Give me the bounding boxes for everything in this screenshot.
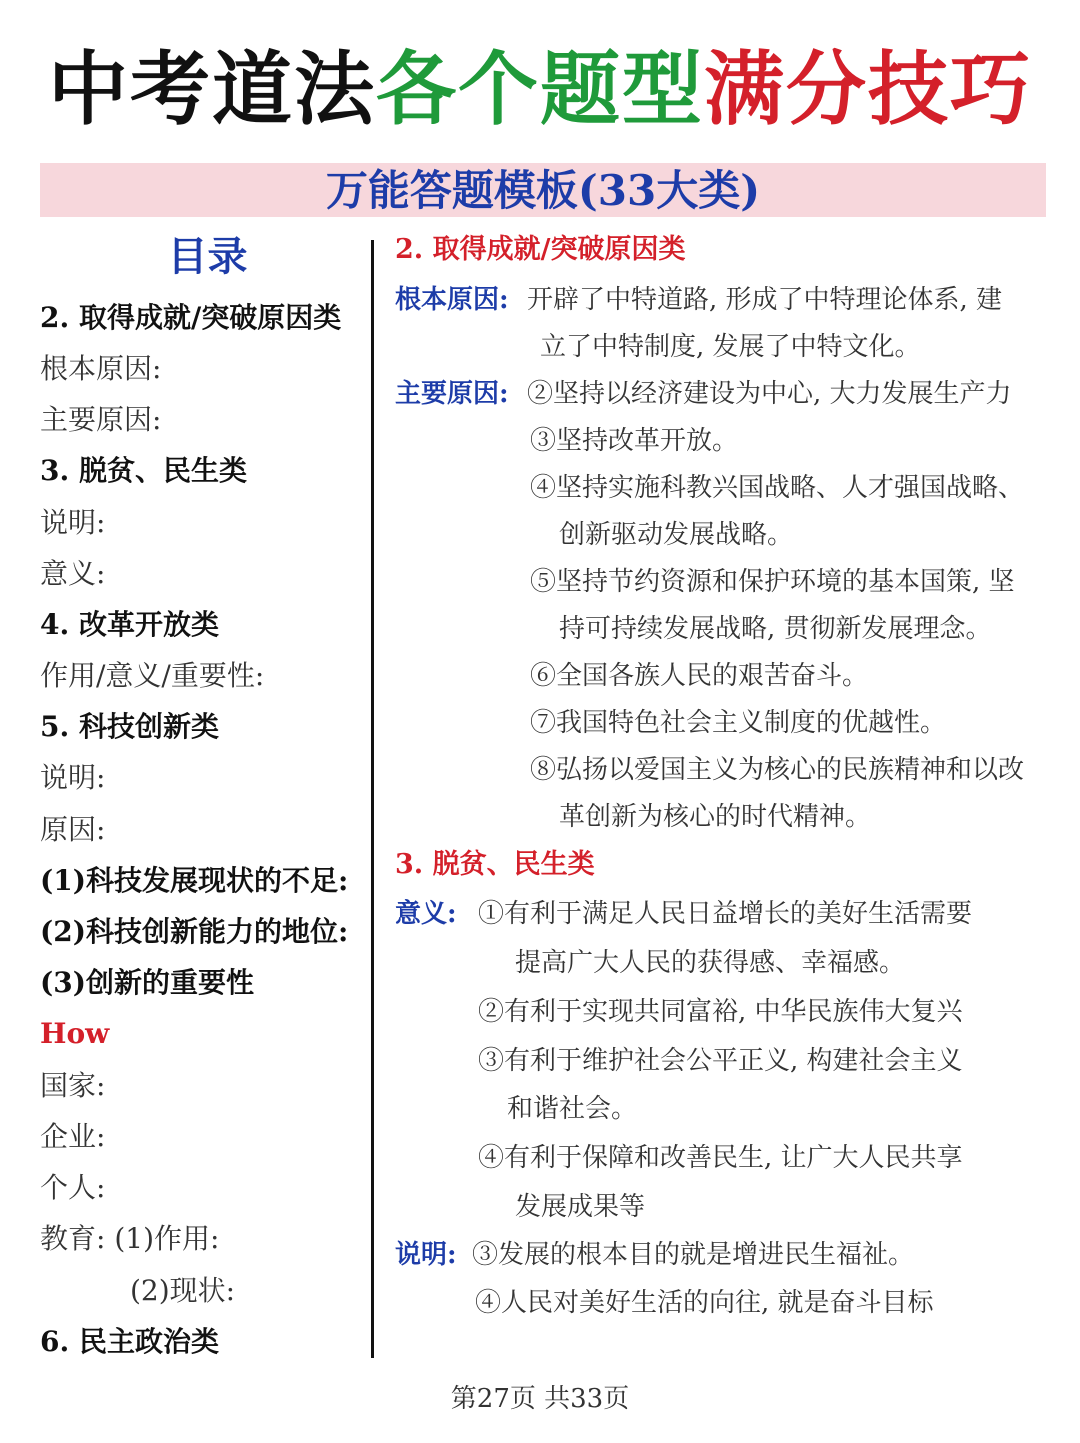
meaning-line: 和谐社会。 bbox=[507, 1094, 638, 1124]
toc-item: 2. 取得成就/突破原因类 bbox=[40, 301, 342, 334]
toc-item: 个人: bbox=[40, 1171, 106, 1204]
section-3-heading: 3. 脱贫、民生类 bbox=[395, 849, 595, 880]
main-reason-line: 持可持续发展战略, 贯彻新发展理念。 bbox=[559, 614, 992, 644]
toc-item: 3. 脱贫、民生类 bbox=[40, 454, 247, 487]
main-reason-line: ④坚持实施科教兴国战略、人才强国战略、 bbox=[530, 473, 1025, 503]
toc-item: 作用/意义/重要性: bbox=[40, 659, 265, 692]
toc-item: (3)创新的重要性 bbox=[40, 966, 254, 999]
title-part-1: 中考道法 bbox=[48, 43, 376, 136]
toc-item: 4. 改革开放类 bbox=[40, 608, 219, 641]
main-reason-line: ③坚持改革开放。 bbox=[530, 426, 739, 456]
main-reason-label: 主要原因: bbox=[395, 379, 509, 409]
main-reason-line: ⑧弘扬以爱国主义为核心的民族精神和以改 bbox=[530, 755, 1025, 785]
toc-item: 5. 科技创新类 bbox=[40, 710, 219, 743]
page-number: 第27页 共33页 bbox=[450, 1384, 630, 1414]
explain-label: 说明: bbox=[395, 1240, 457, 1270]
root-reason-label: 根本原因: bbox=[395, 285, 509, 315]
page-title bbox=[0, 40, 1080, 140]
column-divider bbox=[371, 240, 374, 1358]
toc-item: (2)现状: bbox=[130, 1274, 236, 1307]
title-part-3: 满分技巧 bbox=[704, 43, 1032, 136]
toc-item: 根本原因: bbox=[40, 352, 162, 385]
main-reason-line: ⑥全国各族人民的艰苦奋斗。 bbox=[530, 661, 869, 691]
main-reason-line: 革创新为核心的时代精神。 bbox=[559, 802, 872, 832]
toc-item: 企业: bbox=[40, 1120, 106, 1153]
explain-line: ④人民对美好生活的向往, 就是奋斗目标 bbox=[475, 1288, 934, 1318]
section-2-heading: 2. 取得成就/突破原因类 bbox=[395, 234, 686, 265]
toc-item: (2)科技创新能力的地位: bbox=[40, 915, 349, 948]
toc-item: 主要原因: bbox=[40, 403, 162, 436]
toc-item: 原因: bbox=[40, 813, 106, 846]
toc-title: 目录 bbox=[167, 234, 248, 280]
meaning-line: ②有利于实现共同富裕, 中华民族伟大复兴 bbox=[478, 997, 963, 1027]
toc-item: (1)科技发展现状的不足: bbox=[40, 864, 349, 897]
meaning-line: ①有利于满足人民日益增长的美好生活需要 bbox=[478, 899, 973, 929]
subtitle: 万能答题模板(33大类) bbox=[325, 166, 761, 215]
main-reason-line: ⑦我国特色社会主义制度的优越性。 bbox=[530, 708, 947, 738]
meaning-line: 提高广大人民的获得感、幸福感。 bbox=[515, 948, 906, 978]
toc-item: 说明: bbox=[40, 506, 106, 539]
main-reason-line: ②坚持以经济建设为中心, 大力发展生产力 bbox=[527, 379, 1012, 409]
main-reason-line: 创新驱动发展战略。 bbox=[559, 520, 794, 550]
main-reason-line: ⑤坚持节约资源和保护环境的基本国策, 坚 bbox=[530, 567, 1015, 597]
toc-item: 意义: bbox=[40, 557, 106, 590]
toc-item: 6. 民主政治类 bbox=[40, 1325, 219, 1358]
meaning-line: ④有利于保障和改善民生, 让广大人民共享 bbox=[478, 1143, 963, 1173]
title-part-2: 各个题型 bbox=[376, 43, 704, 136]
meaning-line: 发展成果等 bbox=[515, 1192, 646, 1222]
root-reason-line: 开辟了中特道路, 形成了中特理论体系, 建 bbox=[527, 285, 1003, 315]
root-reason-line: 立了中特制度, 发展了中特文化。 bbox=[540, 332, 921, 362]
meaning-label: 意义: bbox=[395, 899, 457, 929]
explain-line: ③发展的根本目的就是增进民生福祉。 bbox=[472, 1240, 915, 1270]
toc-item: 国家: bbox=[40, 1069, 106, 1102]
toc-item-how: How bbox=[40, 1017, 110, 1050]
meaning-line: ③有利于维护社会公平正义, 构建社会主义 bbox=[478, 1046, 963, 1076]
toc-item: 说明: bbox=[40, 761, 106, 794]
toc-item: 教育: (1)作用: bbox=[40, 1222, 220, 1255]
